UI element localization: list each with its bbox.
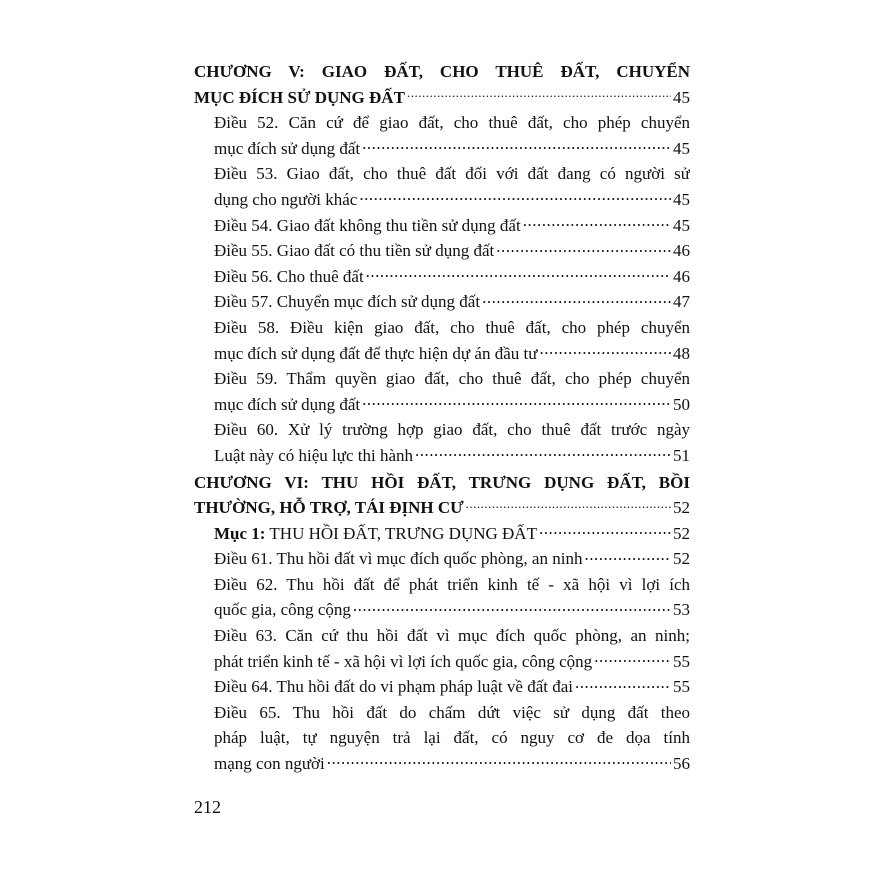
toc-entry-final-line <box>214 751 690 777</box>
toc-entry-line: Điều 53. Giao đất, cho thuê đất đối với đất đang có người sử <box>214 164 690 184</box>
toc-entry-title-text: Điều 54. Giao đất không thu tiền sử dụng đất <box>214 215 521 235</box>
dot-leader <box>366 265 671 282</box>
toc-entry-line: CHƯƠNG VI: THU HỒI ĐẤT, TRƯNG DỤNG ĐẤT, BỒI <box>194 472 690 492</box>
dot-leader <box>539 522 671 539</box>
toc-entry-title-text: phát triển kinh tế - xã hội vì lợi ích quốc gia, công cộng <box>214 651 593 671</box>
toc-page-ref: 56 <box>673 754 690 774</box>
dot-leader <box>482 290 671 307</box>
toc-entry-title <box>214 546 582 572</box>
dot-leader <box>407 86 671 103</box>
page-number: 212 <box>194 797 221 817</box>
toc-entry-title <box>214 392 360 418</box>
toc-entry-title <box>214 341 537 367</box>
toc-entry-article <box>194 572 690 623</box>
toc-page-ref: 46 <box>673 266 690 286</box>
toc-entry-title <box>214 289 480 315</box>
toc-entry-final-line <box>214 597 690 623</box>
dot-leader <box>523 214 671 231</box>
toc-entry-title <box>214 238 494 264</box>
toc-entry-chapter <box>194 470 690 521</box>
toc-entry-final-line <box>214 341 690 367</box>
toc-entry-article <box>194 623 690 674</box>
toc-entry-title-text: Điều 61. Thu hồi đất vì mục đích quốc phòng, an ninh <box>214 549 583 569</box>
toc-page-ref: 52 <box>673 549 690 569</box>
toc-entry-chapter <box>194 59 690 110</box>
dot-leader <box>415 444 671 461</box>
toc-page-ref: 53 <box>673 600 690 620</box>
toc-entry-title <box>214 443 413 469</box>
toc-page-ref: 45 <box>673 189 690 209</box>
dot-leader <box>327 752 671 769</box>
toc-entry-line: Điều 60. Xử lý trường hợp giao đất, cho thuê đất trước ngày <box>214 420 690 440</box>
toc-entry-final-line <box>214 546 690 572</box>
toc-entry-title-text: Luật này có hiệu lực thi hành <box>214 445 413 465</box>
toc-entry-title-text: THU HỒI ĐẤT, TRƯNG DỤNG ĐẤT <box>269 523 537 543</box>
toc-page-ref: 52 <box>673 523 690 543</box>
toc-page-ref: 45 <box>673 215 690 235</box>
toc-entry-title <box>214 674 573 700</box>
toc-entry-title <box>214 187 357 213</box>
dot-leader <box>594 650 671 667</box>
toc-entry-title <box>214 136 360 162</box>
toc-entry-article <box>194 289 690 315</box>
toc-entry-article <box>194 213 690 239</box>
toc-entry-title <box>214 597 351 623</box>
toc-entry-line: Điều 62. Thu hồi đất để phát triển kinh tế - xã hội vì lợi ích <box>214 574 690 594</box>
toc-entry-final-line <box>214 136 690 162</box>
toc-entry-title-text: MỤC ĐÍCH SỬ DỤNG ĐẤT <box>194 87 405 107</box>
toc-page-ref: 45 <box>673 138 690 158</box>
toc-entry-final-line <box>214 264 690 290</box>
toc-page-ref: 55 <box>673 651 690 671</box>
toc-entry-line: Điều 65. Thu hồi đất do chấm dứt việc sử dụng đất theo <box>214 702 690 722</box>
toc-entry-final-line <box>214 238 690 264</box>
toc-entry-title-text: Điều 55. Giao đất có thu tiền sử dụng đất <box>214 241 495 261</box>
toc-page-ref: 50 <box>673 394 690 414</box>
toc-page-ref: 45 <box>673 87 690 107</box>
toc-entry-final-line <box>194 495 690 521</box>
dot-leader <box>362 393 671 410</box>
dot-leader <box>539 342 671 359</box>
toc-entry-final-line <box>214 674 690 700</box>
toc-entry-title-text: mục đích sử dụng đất <box>214 138 361 158</box>
toc-page-ref: 48 <box>673 343 690 363</box>
toc-entry-article <box>194 546 690 572</box>
dot-leader <box>359 188 671 205</box>
dot-leader <box>353 598 671 615</box>
toc-entry-line: Điều 58. Điều kiện giao đất, cho thuê đất, cho phép chuyển <box>214 317 690 337</box>
toc-entry-article <box>194 674 690 700</box>
toc-entry-final-line <box>194 85 690 111</box>
toc-entry-article <box>194 264 690 290</box>
toc-entry-article <box>194 315 690 366</box>
toc-entry-title <box>214 264 364 290</box>
toc-entry-final-line <box>214 392 690 418</box>
toc-entry-title-text: mục đích sử dụng đất <box>214 394 361 414</box>
toc-entry-title <box>214 751 325 777</box>
toc-entry-line: pháp luật, tự nguyện trả lại đất, có nguy cơ đe dọa tính <box>214 728 690 748</box>
toc-entry-final-line <box>214 187 690 213</box>
toc-entry-final-line <box>214 213 690 239</box>
toc-entry-title-text: dụng cho người khác <box>214 189 358 209</box>
dot-leader <box>362 137 671 154</box>
toc-entry-title <box>214 649 592 675</box>
section-label: Mục 1: <box>214 523 266 543</box>
toc-page-ref: 47 <box>673 292 690 312</box>
toc-entry-title-text: mạng con người <box>214 754 325 774</box>
toc-entry-article <box>194 110 690 161</box>
toc-page-ref: 55 <box>673 677 690 697</box>
dot-leader <box>584 547 671 564</box>
toc-entry-line: CHƯƠNG V: GIAO ĐẤT, CHO THUÊ ĐẤT, CHUYỂN <box>194 62 690 81</box>
toc-entry-section <box>194 521 690 547</box>
dot-leader <box>575 675 671 692</box>
toc-entry-final-line <box>214 289 690 315</box>
toc-entry-line: Điều 63. Căn cứ thu hồi đất vì mục đích quốc phòng, an ninh; <box>214 626 690 646</box>
toc-entry-article <box>194 238 690 264</box>
toc-page-ref: 52 <box>673 498 690 518</box>
toc-entry-title-text: THƯỜNG, HỖ TRỢ, TÁI ĐỊNH CƯ <box>194 498 464 518</box>
dot-leader <box>466 496 671 513</box>
toc-entry-line: Điều 59. Thẩm quyền giao đất, cho thuê đất, cho phép chuyển <box>214 369 690 389</box>
toc-entry-article <box>194 700 690 777</box>
toc-entry-final-line <box>214 521 690 547</box>
toc-page-ref: 46 <box>673 241 690 261</box>
toc-entry-title <box>194 85 405 111</box>
toc-entry-title-text: Điều 57. Chuyển mục đích sử dụng đất <box>214 292 481 312</box>
toc-entry-title-text: Điều 56. Cho thuê đất <box>214 266 364 286</box>
table-of-contents <box>194 58 690 777</box>
toc-entry-title-text: quốc gia, công cộng <box>214 600 351 620</box>
toc-entry-title-text: mục đích sử dụng đất để thực hiện dự án đầu tư <box>214 343 538 363</box>
toc-entry-article <box>194 417 690 468</box>
toc-entry-final-line <box>214 443 690 469</box>
dot-leader <box>496 239 671 256</box>
toc-entry-article <box>194 161 690 212</box>
toc-entry-line: Điều 52. Căn cứ để giao đất, cho thuê đất, cho phép chuyển <box>214 113 690 133</box>
toc-entry-title <box>194 495 464 521</box>
toc-entry-article <box>194 366 690 417</box>
toc-entry-title <box>214 521 537 547</box>
toc-entry-title <box>214 213 521 239</box>
toc-entry-title-text: Điều 64. Thu hồi đất do vi phạm pháp luật về đất đai <box>214 677 573 697</box>
toc-page-ref: 51 <box>673 445 690 465</box>
toc-entry-final-line <box>214 649 690 675</box>
